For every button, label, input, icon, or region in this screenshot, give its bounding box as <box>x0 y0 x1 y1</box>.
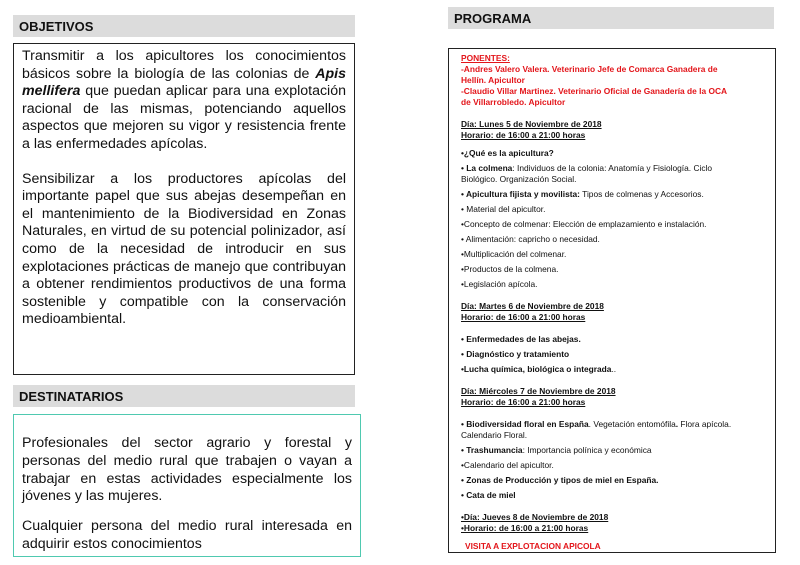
day-3-item-2-text: : Importancia polínica y económica <box>522 445 652 455</box>
programa-box <box>448 48 776 553</box>
ponente-1-line-2: Hellín. Apicultor <box>461 75 525 85</box>
day-2-date: Día: Martes 6 de Noviembre de 2018 <box>461 301 604 311</box>
day-3-item-1 <box>461 419 765 430</box>
day-3-date: Día: Miércoles 7 de Noviembre de 2018 <box>461 386 616 396</box>
day-2-item-3 <box>461 364 765 375</box>
day-3-item-1-text: . Vegetación entomófila <box>588 419 676 429</box>
day-1-item-2-bold: • La colmena <box>461 163 513 173</box>
destinatarios-paragraph-1: Profesionales del sector agrario y forestal y personas del medio rural que trabajen o vayan a trabajar en estas actividades especialmente los jóvenes y las mujeres. <box>22 435 352 505</box>
day-2-item-2: • Diagnóstico y tratamiento <box>461 349 570 359</box>
day-3-item-2-bold: • Trashumancia <box>461 445 523 455</box>
day-1-item-5: •Concepto de colmenar: Elección de emplazamiento e instalación. <box>461 219 707 229</box>
day-2-item-3-bold: •Lucha química, biológica o integrada <box>461 364 612 374</box>
ponente-2-line-1: -Claudio Villar Martinez. Veterinario Oficial de Ganadería de la OCA <box>461 86 728 96</box>
objetivos-box <box>13 43 355 375</box>
day-1-item-7: •Multiplicación del colmenar. <box>461 249 567 259</box>
day-1-item-2 <box>461 163 765 174</box>
day-3-item-1-bold-2: . <box>675 419 681 429</box>
day-2-item-1: • Enfermedades de las abejas. <box>461 334 581 344</box>
day-2-item-3-tail: .. <box>611 364 617 374</box>
destinatarios-paragraph-2: Cualquier persona del medio rural interesada en adquirir estos conocimientos <box>22 518 352 552</box>
day-1-item-9: •Legislación apícola. <box>461 279 538 289</box>
destinatarios-box <box>13 414 361 557</box>
objetivos-header <box>13 15 355 37</box>
objetivos-p1-text-b: que puedan aplicar para una explotación racional de las mismas, potenciando aquellos aspectos que mejoren su vigor y resistencia frente a las enfermedades apícolas. <box>22 83 346 152</box>
objetivos-title: OBJETIVOS <box>19 18 94 34</box>
destinatarios-title: DESTINATARIOS <box>19 388 124 404</box>
day-1-item-4: • Material del apicultor. <box>461 204 546 214</box>
programa-header <box>448 7 774 29</box>
day-1-item-2-cont: Biológico. Organización Social. <box>461 174 577 184</box>
day-1-item-8: •Productos de la colmena. <box>461 264 559 274</box>
destinatarios-header <box>13 385 355 407</box>
day-3-item-5: • Cata de miel <box>461 490 516 500</box>
day-3-item-3: •Calendario del apicultor. <box>461 460 554 470</box>
day-1-time: Horario: de 16:00 a 21:00 horas <box>461 130 586 140</box>
day-1-item-6: • Alimentación: capricho o necesidad. <box>461 234 600 244</box>
day-1-item-2-text: : Individuos de la colonia: Anatomía y Fisiología. Ciclo <box>512 163 713 173</box>
day-3-item-1-text-2: Flora apícola. <box>680 419 732 429</box>
day-3-item-2 <box>461 445 765 456</box>
day-4-time: •Horario: de 16:00 a 21:00 horas <box>461 523 589 533</box>
programa-title: PROGRAMA <box>454 10 532 26</box>
day-1-item-3-bold: • Apicultura fijista y movilista: <box>461 189 580 199</box>
day-2-time: Horario: de 16:00 a 21:00 horas <box>461 312 586 322</box>
day-3-time: Horario: de 16:00 a 21:00 horas <box>461 397 586 407</box>
day-1-item-3-text: Tipos de colmenas y Accesorios. <box>579 189 704 199</box>
day-4-date: •Día: Jueves 8 de Noviembre de 2018 <box>461 512 609 522</box>
ponente-1-line-1: -Andres Valero Valera. Veterinario Jefe de Comarca Ganadera de <box>461 64 718 74</box>
species-name: Apis mellifera <box>22 65 346 100</box>
day-1-item-3 <box>461 189 765 200</box>
day-3-item-1-cont: Calendario Floral. <box>461 430 528 440</box>
objetivos-paragraph-2: Sensibilizar a los productores apícolas del importante papel que sus abejas desempeñan en el mantenimiento de la Biodiversidad en Zonas Naturales, en virtud de su potencial polinizador, así como de la necesidad de introducir en sus explotaciones prácticas de manejo que contribuyan a obtener rendimientos productivos de una forma sostenible y compatible con la conservación medioambiental. <box>22 170 346 328</box>
visita-label: VISITA A EXPLOTACION APICOLA <box>465 541 601 551</box>
day-1-date: Día: Lunes 5 de Noviembre de 2018 <box>461 119 602 129</box>
ponente-2-line-2: de Villarrobledo. Apicultor <box>461 97 566 107</box>
day-3-item-4: • Zonas de Producción y tipos de miel en España. <box>461 475 659 485</box>
day-3-item-1-bold: • Biodiversidad floral en España <box>461 419 589 429</box>
day-1-item-1: •¿Qué es la apicultura? <box>461 148 554 158</box>
objetivos-paragraph-1 <box>22 48 346 154</box>
ponentes-label: PONENTES: <box>461 53 510 63</box>
objetivos-p1-text-a: Transmitir a los apicultores los conocimientos básicos sobre la biología de las colonias de <box>22 48 346 82</box>
